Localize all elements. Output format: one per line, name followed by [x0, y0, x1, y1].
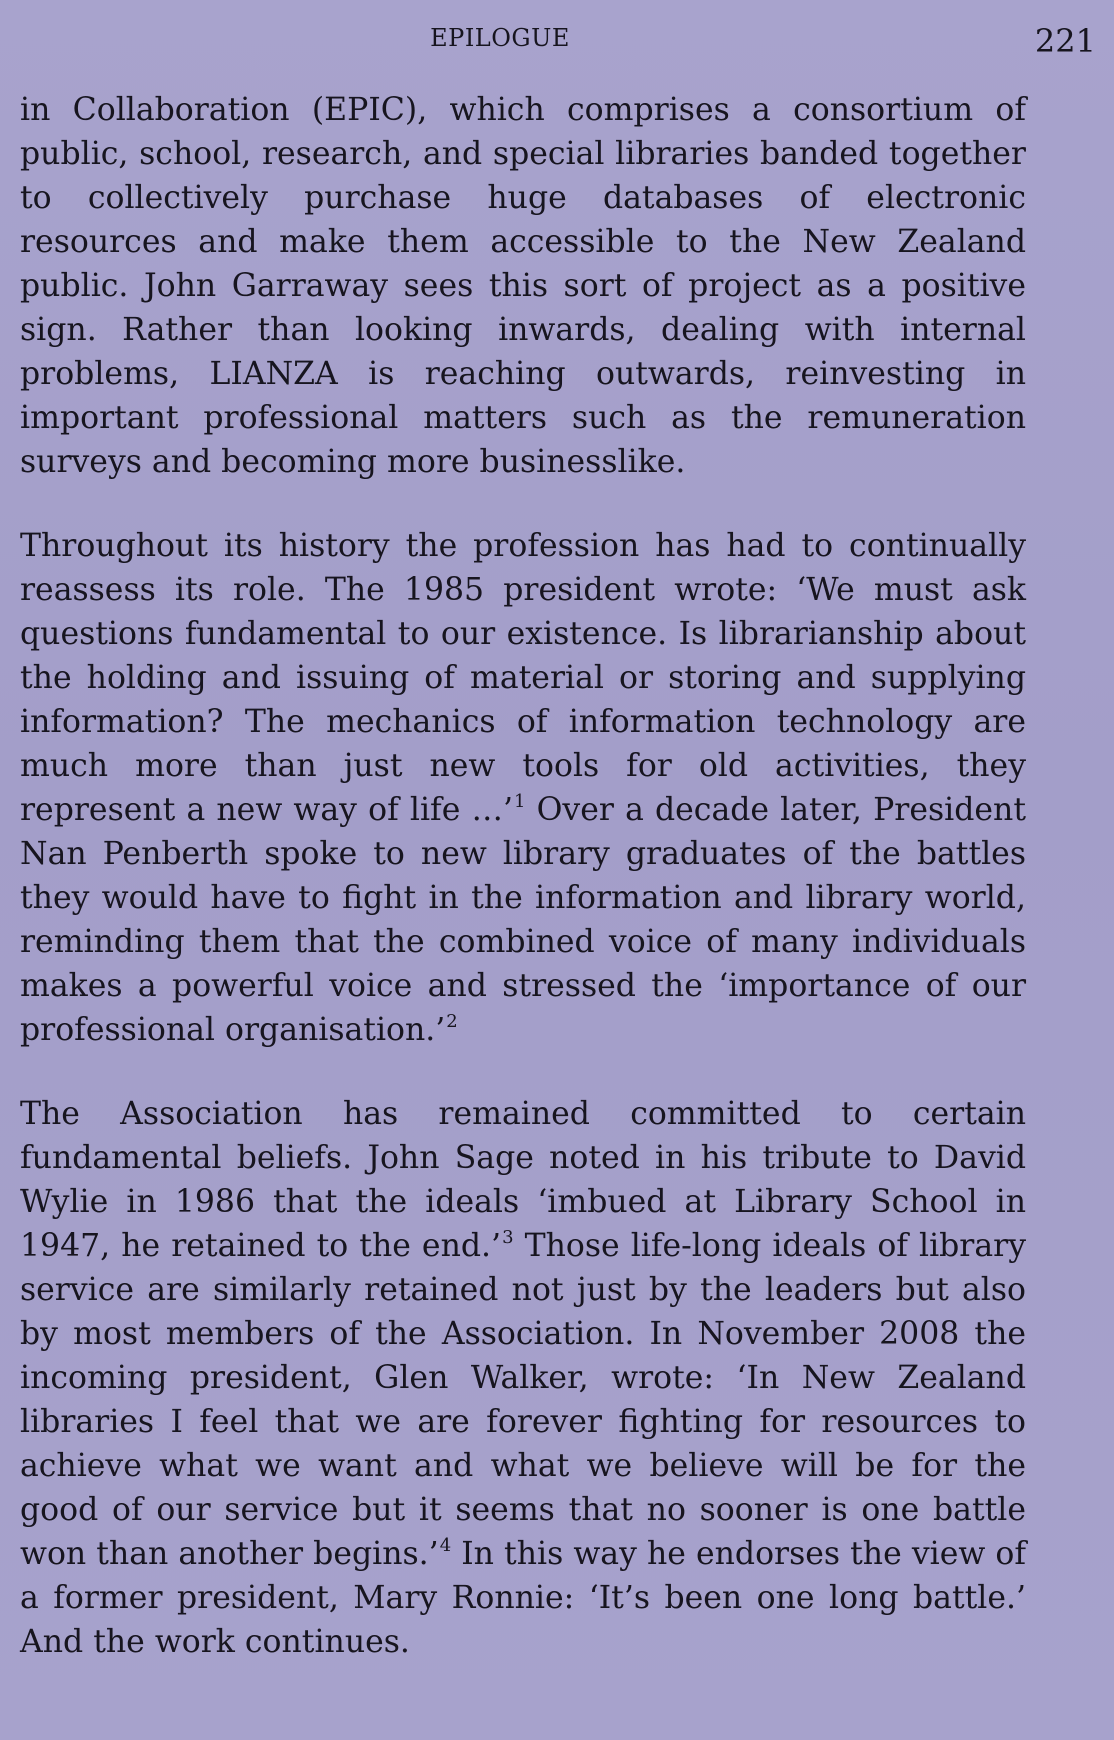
footnote-marker: 4: [439, 1534, 452, 1556]
paragraph-text: Over a decade later, President Nan Penberth spoke to new library graduates of the battles they would have to fight in the information and library world, reminding them that the combined voice of many individuals makes a powerful voice and stressed the ‘importance of our professional organisation.’: [20, 792, 1026, 1048]
footnote-marker: 1: [514, 790, 526, 812]
paragraph-text: In this way he endorses the view of a former president, Mary Ronnie: ‘It’s been one long battle.’ And the work continues.: [20, 1536, 1027, 1660]
paragraph-text: in Collaboration (EPIC), which comprises a consortium of public, school, research, and special libraries banded together to collectively purchase huge databases of electronic resources and make them accessible to the New Zealand public. John Garraway sees this sort of project as a positive sign. Rather than looking inwards, dealing with internal problems, LIANZA is reaching outwards, reinvesting in important professional matters such as the remuneration surveys and becoming more businesslike.: [20, 92, 1026, 480]
paragraph-text: The Association has remained committed to certain fundamental beliefs. John Sage noted in his tribute to David Wylie in 1986 that the ideals ‘imbued at Library School in 1947, he retained to the end.’: [20, 1096, 1026, 1264]
footnote-marker: 3: [502, 1226, 514, 1248]
paragraph-text: Throughout its history the profession has had to continually reassess its role. The 1985 president wrote: ‘We must ask questions fundamental to our existence. Is librarianship about the holding and issuing of material or storing and supplying information? The mechanics of information technology are much more than just new tools for old activities, they represent a new way of life …’: [20, 528, 1026, 828]
running-head-title: EPILOGUE: [430, 24, 570, 52]
paragraph-3: [20, 1092, 1026, 1664]
paragraph-text: Those life-long ideals of library service are similarly retained not just by the leaders but also by most members of the Association. In November 2008 the incoming president, Glen Walker, wrote: ‘In New Zealand libraries I feel that we are forever fighting for resources to achieve what we want and what we believe will be for the good of our service but it seems that no sooner is one battle won than another begins.’: [20, 1228, 1027, 1572]
footnote-marker: 2: [446, 1010, 458, 1032]
page-number: 221: [1034, 22, 1096, 60]
body-text: [20, 88, 1026, 1664]
paragraph-1: [20, 88, 1026, 484]
paragraph-2: [20, 524, 1026, 1052]
